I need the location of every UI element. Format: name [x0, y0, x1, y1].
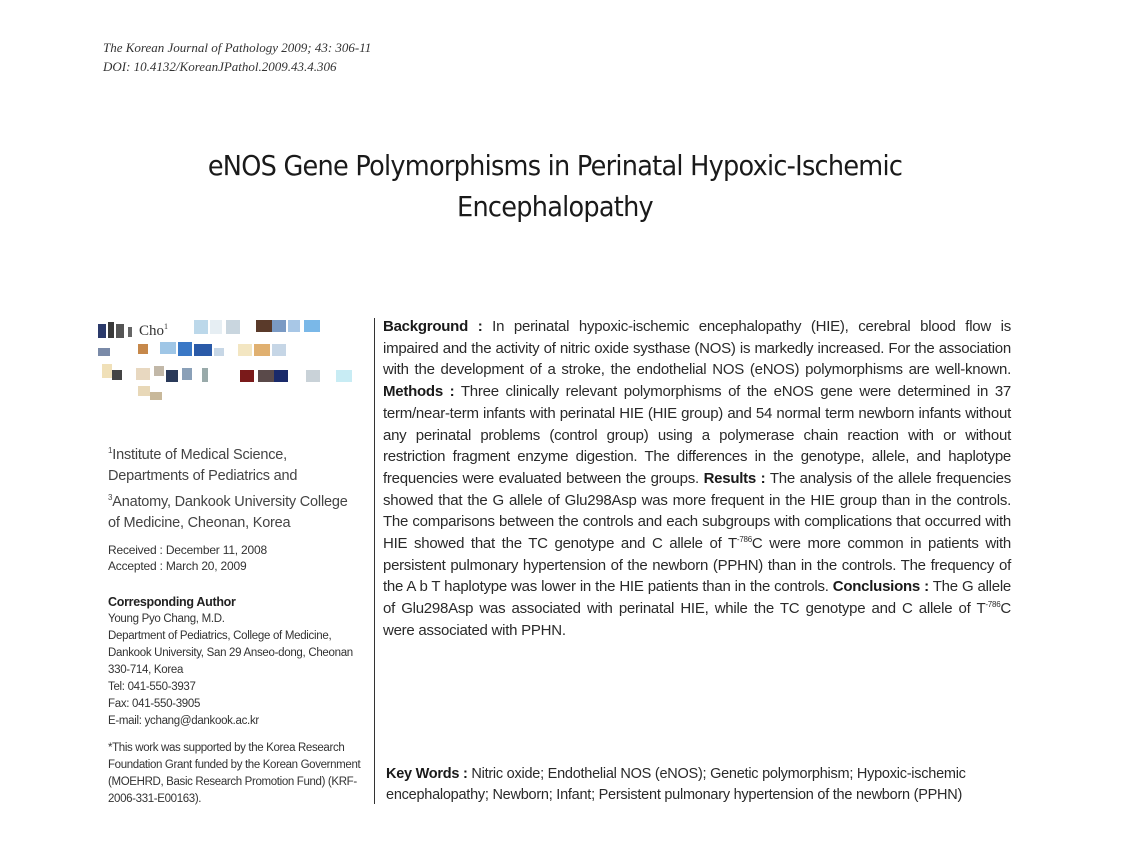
methods-text: Three clinically relevant polymorphisms of the eNOS gene were determined in 37 term/near-term infants with perinatal HIE (HIE group) and 54 normal term newborn infants without any perinatal problems (control group) using a polymerase chain reaction with or without restriction fragment enzyme digestion. The differences in the genotype, allele, and haplotype frequencies were evaluated between the groups. — [383, 383, 1011, 487]
conclusions-text: C were associated with PPHN. — [383, 600, 1011, 639]
affiliation-line: $^1$Institute of Medical Science, — [108, 446, 287, 463]
corr-address-line: Department of Pediatrics, College of Medicine, — [108, 630, 332, 642]
abstract — [383, 316, 1011, 642]
conclusions-label: Conclusions : — [832, 578, 929, 596]
superscript: -786 — [985, 600, 1001, 610]
affiliation-line: $^3$Anatomy, Dankook University College — [108, 492, 348, 510]
affiliation-line: Departments of Pediatrics and — [108, 467, 298, 484]
methods-label: Methods : — [383, 383, 455, 401]
background-text: In perinatal hypoxic-ischemic encephalopathy (HIE), cerebral blood flow is impaired and the activity of nitric oxide systhase (NOS) is markedly increased. For the association with the development of a stroke, the endothelial NOS (eNOS) polymorphisms are well-known. — [383, 318, 1011, 379]
title-line-1: eNOS Gene Polymorphisms in Perinatal Hypoxic-Ischemic — [207, 150, 903, 182]
corresponding-author — [108, 594, 373, 730]
redacted-author-block — [98, 318, 363, 403]
keywords-text: Nitric oxide; Endothelial NOS (eNOS); Genetic polymorphism; Hypoxic-ischemic encephalopathy; Newborn; Infant; Persistent pulmonary hypertension of the newborn (PPHN) — [386, 766, 966, 803]
author-name-fragment: Cho$^1$ — [139, 322, 169, 339]
corr-email: E-mail: ychang@dankook.ac.kr — [108, 715, 259, 727]
corr-name: Young Pyo Chang, M.D. — [108, 613, 225, 625]
journal-line: The Korean Journal of Pathology 2009; 43: 306-11 — [103, 40, 372, 55]
keywords-label: Key Words : — [386, 766, 468, 782]
submission-dates — [108, 542, 267, 574]
corr-tel: Tel: 041-550-3937 — [108, 681, 196, 693]
affiliation-line: of Medicine, Cheonan, Korea — [108, 514, 291, 531]
accepted-date: Accepted : March 20, 2009 — [108, 559, 247, 573]
title-line-2: Encephalopathy — [457, 191, 653, 223]
superscript: -786 — [736, 535, 752, 545]
funding-note: *This work was supported by the Korea Research Foundation Grant funded by the Korean Government (MOEHRD, Basic Research Promotion Fund) (KRF- 2006-331-E00163). — [108, 742, 361, 805]
corr-address-line: Dankook University, San 29 Anseo-dong, Cheonan — [108, 647, 353, 659]
corresponding-heading: Corresponding Author — [108, 595, 236, 609]
results-text: C were more common in patients with persistent pulmonary hypertension of the newborn (PPHN) than in the controls. The frequency of the A b T haplotype was lower in the HIE patients than in the controls. — [383, 535, 1011, 596]
conclusions-text: The G allele of Glu298Asp was associated with perinatal HIE, while the TC genotype and C allele of T — [383, 578, 1012, 618]
doi-line: DOI: 10.4132/KoreanJPathol.2009.43.4.306 — [103, 59, 337, 74]
results-label: Results : — [703, 469, 766, 487]
background-label: Background : — [383, 318, 483, 335]
paper-title — [178, 146, 931, 228]
column-divider — [374, 318, 375, 804]
results-text: The analysis of the allele frequencies showed that the G allele of Glu298Asp was more frequent in the HIE group than in the controls. The comparisons between the controls and each subgroups with complications that occurred with HIE showed that the TC genotype and C allele of T — [383, 469, 1011, 553]
corr-address-line: 330-714, Korea — [108, 664, 184, 676]
journal-citation — [103, 38, 371, 76]
received-date: Received : December 11, 2008 — [108, 543, 267, 557]
corr-fax: Fax: 041-550-3905 — [108, 698, 201, 710]
affiliations — [108, 440, 368, 534]
key-words — [386, 764, 1016, 806]
